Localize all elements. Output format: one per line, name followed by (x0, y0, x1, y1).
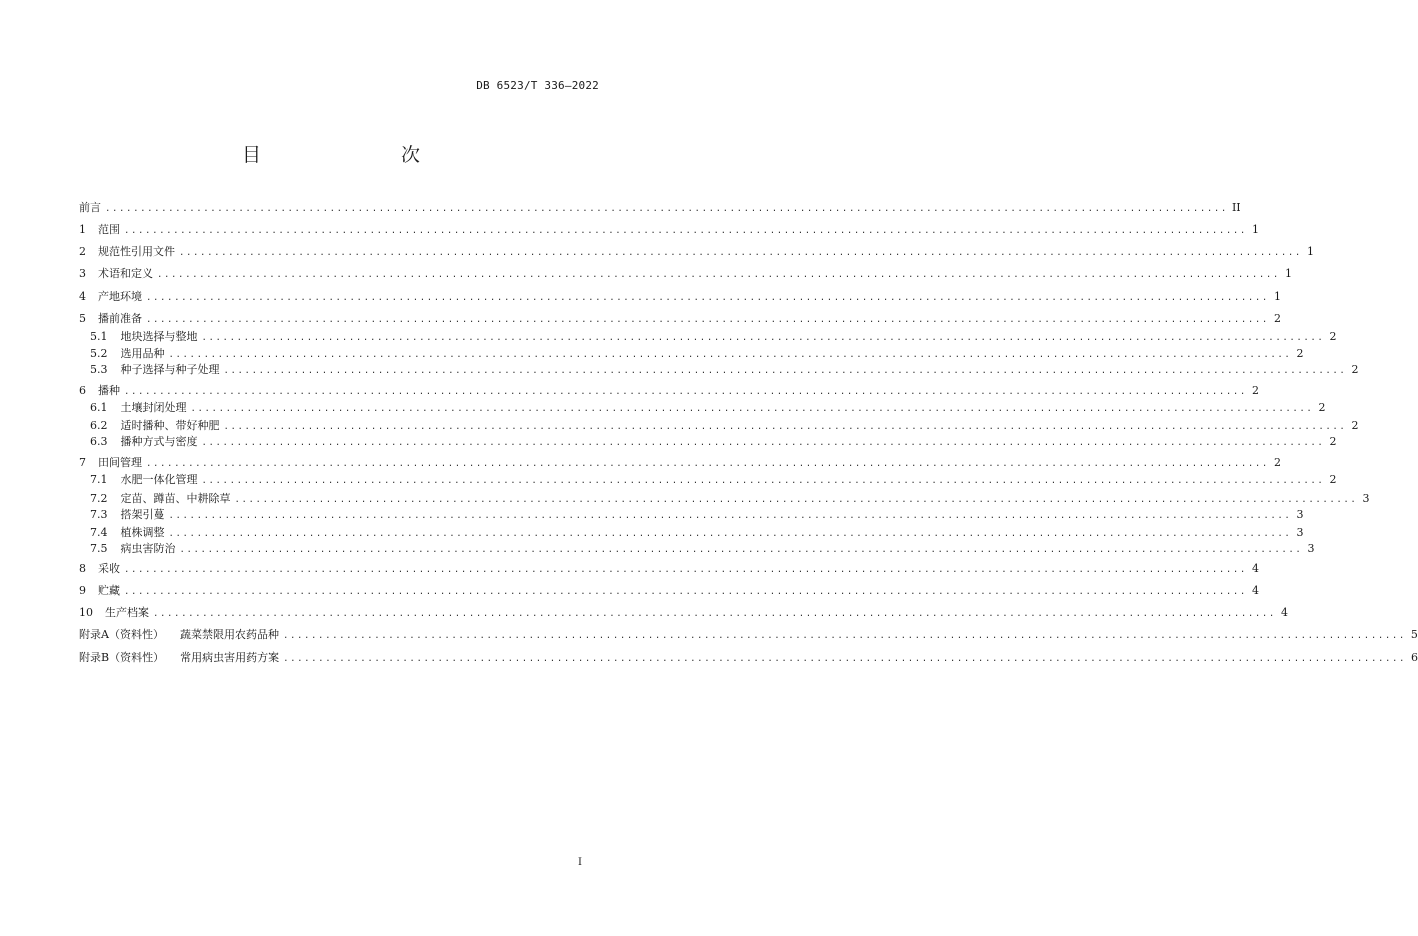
toc-entry-label: 规范性引用文件 (98, 245, 175, 258)
toc-entry-page: 1 (1251, 223, 1259, 236)
toc-dot-leader: ................................................................................................................................................................ (124, 387, 1247, 397)
toc-dot-leader: ................................................................................................................................................................ (179, 545, 1303, 555)
toc-dot-leader: ................................................................................................................................................................ (124, 226, 1247, 236)
toc-entry-page: 2 (1296, 347, 1304, 360)
toc-entry[interactable] (90, 491, 1370, 507)
toc-entry-page: 2 (1273, 312, 1281, 325)
toc-entry-page: 3 (1296, 508, 1304, 521)
toc-entry-number: 5 (79, 312, 86, 325)
toc-entry-number: 3 (79, 267, 86, 280)
toc-entry[interactable] (79, 583, 1259, 599)
toc-dot-leader: ................................................................................................................................................................ (282, 631, 1406, 641)
toc-entry-label: 种子选择与种子处理 (120, 363, 220, 376)
toc-entry[interactable] (90, 346, 1304, 362)
toc-entry-page: 2 (1329, 330, 1337, 343)
toc-entry-page: 2 (1251, 384, 1259, 397)
toc-entry-page: II (1231, 201, 1241, 214)
toc-dot-leader: ................................................................................................................................................................ (168, 529, 1292, 539)
toc-entry[interactable] (79, 383, 1259, 399)
toc-dot-leader: ................................................................................................................................................................ (201, 476, 1325, 486)
toc-dot-leader: ................................................................................................................................................................ (146, 293, 1269, 303)
toc-dot-leader: ................................................................................................................................................................ (168, 350, 1292, 360)
toc-entry-label: 搭架引蔓 (120, 508, 165, 521)
toc-entry[interactable] (90, 507, 1304, 523)
toc-dot-leader: ................................................................................................................................................................ (105, 204, 1228, 214)
toc-dot-leader: ................................................................................................................................................................ (146, 459, 1269, 469)
toc-entry-number: 2 (79, 245, 86, 258)
toc-entry-number: 附录A（资料性） (79, 628, 164, 641)
toc-entry-page: 2 (1329, 435, 1337, 448)
toc-entry-number: 5.1 (90, 330, 108, 343)
toc-entry-number: 6.2 (90, 419, 108, 432)
toc-entry-number: 4 (79, 290, 86, 303)
toc-dot-leader: ................................................................................................................................................................ (157, 270, 1280, 280)
toc-entry[interactable] (79, 311, 1281, 327)
toc-entry[interactable] (79, 200, 1241, 216)
toc-entry-number: 10 (79, 606, 93, 619)
toc-entry-label: 播种 (98, 384, 120, 397)
toc-dot-leader: ................................................................................................................................................................ (223, 366, 1347, 376)
toc-entry-page: 4 (1251, 584, 1259, 597)
toc-entry[interactable] (79, 605, 1288, 621)
toc-entry-label: 采收 (98, 562, 120, 575)
toc-entry-page: 4 (1251, 562, 1259, 575)
toc-entry-number: 7.1 (90, 473, 108, 486)
toc-dot-leader: ................................................................................................................................................................ (201, 438, 1325, 448)
toc-entry-label: 病虫害防治 (120, 542, 176, 555)
toc-entry-label: 植株调整 (120, 526, 165, 539)
toc-entry-label: 贮藏 (98, 584, 120, 597)
toc-entry-page: 3 (1307, 542, 1315, 555)
toc-entry[interactable] (79, 222, 1259, 238)
toc-entry-label: 播前准备 (98, 312, 142, 325)
toc-entry-number: 7.4 (90, 526, 108, 539)
toc-entry-label: 范围 (98, 223, 120, 236)
toc-entry[interactable] (90, 418, 1359, 434)
toc-dot-leader: ................................................................................................................................................................ (124, 587, 1247, 597)
toc-entry-label: 产地环境 (98, 290, 142, 303)
toc-entry-page: 5 (1410, 628, 1418, 641)
toc-entry[interactable] (90, 329, 1337, 345)
toc-entry-label: 前言 (79, 201, 101, 214)
toc-entry[interactable] (79, 244, 1314, 260)
toc-entry-label: 适时播种、带好种肥 (120, 419, 220, 432)
toc-dot-leader: ................................................................................................................................................................ (153, 609, 1276, 619)
toc-entry-page: 3 (1362, 492, 1370, 505)
toc-entry[interactable] (90, 525, 1304, 541)
toc-entry-label: 播种方式与密度 (120, 435, 198, 448)
toc-entry[interactable] (90, 434, 1337, 450)
toc-entry-number: 7.3 (90, 508, 108, 521)
toc-entry-page: 3 (1296, 526, 1304, 539)
toc-entry-label: 选用品种 (120, 347, 165, 360)
toc-entry-label: 水肥一体化管理 (120, 473, 198, 486)
toc-entry-page: 6 (1411, 651, 1418, 664)
toc-entry[interactable] (79, 289, 1281, 305)
toc-entry-label: 蔬菜禁限用农药品种 (179, 628, 279, 641)
toc-entry[interactable] (79, 455, 1281, 471)
toc-entry-page: 2 (1318, 401, 1326, 414)
toc-entry-label: 生产档案 (105, 606, 149, 619)
toc-entry[interactable] (90, 400, 1326, 416)
toc-entry-label: 地块选择与整地 (120, 330, 198, 343)
toc-entry-number: 1 (79, 223, 86, 236)
toc-entry-page: 2 (1273, 456, 1281, 469)
toc-entry-label: 土壤封闭处理 (120, 401, 187, 414)
toc-entry-number: 7.2 (90, 492, 108, 505)
toc-entry[interactable] (79, 627, 1418, 643)
toc-dot-leader: ................................................................................................................................................................ (146, 315, 1269, 325)
toc-entry-page: 2 (1329, 473, 1337, 486)
toc-dot-leader: ................................................................................................................................................................ (234, 495, 1358, 505)
toc-entry[interactable] (79, 650, 1418, 666)
toc-entry-page: 1 (1273, 290, 1281, 303)
toc-entry-label: 定苗、蹲苗、中耕除草 (120, 492, 231, 505)
toc-dot-leader: ................................................................................................................................................................ (124, 565, 1247, 575)
toc-entry-label: 术语和定义 (98, 267, 153, 280)
toc-entry-number: 5.2 (90, 347, 108, 360)
page-number: I (578, 857, 582, 868)
toc-dot-leader: ................................................................................................................................................................ (223, 422, 1347, 432)
toc-entry[interactable] (90, 362, 1359, 378)
toc-entry-number: 6 (79, 384, 86, 397)
toc-entry-page: 2 (1351, 419, 1359, 432)
page-title: 目 次 (241, 144, 454, 166)
toc-entry-number: 附录B（资料性） (79, 651, 165, 664)
toc-entry[interactable] (90, 472, 1337, 488)
toc-dot-leader: ................................................................................................................................................................ (283, 654, 1407, 664)
toc-entry-label: 常用病虫害用药方案 (180, 651, 280, 664)
toc-entry-number: 6.3 (90, 435, 108, 448)
toc-entry-page: 1 (1284, 267, 1292, 280)
toc-dot-leader: ................................................................................................................................................................ (179, 248, 1302, 258)
toc-entry-label: 田间管理 (98, 456, 142, 469)
document-code: DB 6523/T 336—2022 (476, 79, 599, 92)
toc-entry[interactable] (79, 561, 1259, 577)
toc-entry-page: 2 (1351, 363, 1359, 376)
toc-entry-page: 4 (1280, 606, 1288, 619)
toc-entry-number: 7.5 (90, 542, 108, 555)
toc-entry-number: 9 (79, 584, 86, 597)
toc-entry-number: 5.3 (90, 363, 108, 376)
toc-entry[interactable] (79, 266, 1292, 282)
toc-dot-leader: ................................................................................................................................................................ (190, 404, 1314, 414)
toc-dot-leader: ................................................................................................................................................................ (201, 333, 1325, 343)
toc-dot-leader: ................................................................................................................................................................ (168, 511, 1292, 521)
toc-entry-number: 7 (79, 456, 86, 469)
toc-entry-number: 8 (79, 562, 86, 575)
toc-entry-page: 1 (1306, 245, 1314, 258)
toc-entry[interactable] (90, 541, 1315, 557)
toc-entry-number: 6.1 (90, 401, 108, 414)
